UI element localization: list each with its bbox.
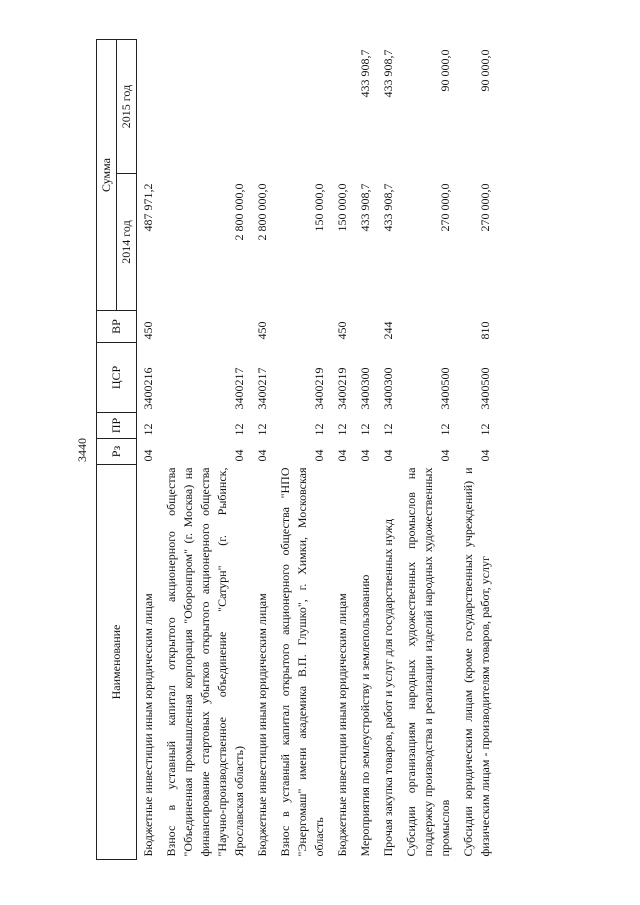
row-name: Мероприятия по землеустройству и землепользованию [358, 574, 372, 857]
table-row [137, 39, 161, 859]
row-rz: 04 [478, 449, 492, 462]
row-sum-2015 [274, 39, 331, 173]
table-row [377, 39, 400, 859]
row-csr: 3400500 [478, 367, 492, 410]
row-rz: 04 [312, 449, 326, 462]
table-row [400, 39, 457, 859]
row-sum-2014: 433 908,7 [358, 183, 372, 232]
table-row [457, 39, 497, 859]
header-sum: Сумма [97, 39, 117, 310]
row-sum-2014: 270 000,0 [438, 183, 452, 232]
table-row [331, 39, 354, 859]
table-row [160, 39, 251, 859]
row-csr: 3400216 [141, 367, 155, 410]
row-pr: 12 [358, 423, 372, 436]
rotated-page-content [70, 40, 570, 860]
row-vr [274, 311, 331, 343]
row-sum-2015 [137, 39, 161, 173]
header-csr: ЦСР [97, 343, 137, 413]
table-row [274, 39, 331, 859]
row-vr [400, 311, 457, 343]
row-sum-2014: 150 000,0 [312, 183, 326, 232]
table-header [97, 39, 137, 859]
row-pr: 12 [312, 423, 326, 436]
row-csr: 3400219 [312, 367, 326, 410]
header-rz: Рз [97, 439, 137, 465]
header-pr: ПР [97, 413, 137, 439]
header-name: Наименование [97, 465, 137, 860]
table-row [251, 39, 274, 859]
row-sum-2014: 2 800 000,0 [232, 183, 246, 241]
header-vr: ВР [97, 311, 137, 343]
row-pr: 12 [141, 423, 155, 436]
row-vr [354, 311, 377, 343]
row-name: Бюджетные инвестиции иным юридическим лицам [141, 593, 155, 857]
row-name: Прочая закупка товаров, работ и услуг для государственных нужд [381, 518, 395, 857]
row-pr: 12 [381, 423, 395, 436]
row-vr: 450 [255, 321, 269, 340]
row-sum-2015 [160, 39, 251, 173]
row-sum-2015: 433 908,7 [358, 49, 372, 98]
row-vr [160, 311, 251, 343]
row-csr: 3400217 [255, 367, 269, 410]
row-sum-2014: 433 908,7 [381, 183, 395, 232]
row-vr: 244 [381, 321, 395, 340]
row-vr: 810 [478, 321, 492, 340]
row-vr: 450 [141, 321, 155, 340]
row-sum-2014: 2 800 000,0 [255, 183, 269, 241]
budget-table [96, 39, 497, 860]
row-csr: 3400500 [438, 367, 452, 410]
row-pr: 12 [335, 423, 349, 436]
row-rz: 04 [335, 449, 349, 462]
row-sum-2015: 90 000,0 [438, 49, 452, 92]
row-sum-2015: 433 908,7 [381, 49, 395, 98]
header-year-2014: 2014 год [117, 174, 137, 311]
row-sum-2014: 487 971,2 [141, 183, 155, 232]
row-rz: 04 [358, 449, 372, 462]
page-number: 3440 [75, 438, 89, 462]
row-name: Бюджетные инвестиции иным юридическим лицам [335, 593, 349, 857]
table-row [354, 39, 377, 859]
row-pr: 12 [478, 423, 492, 436]
row-pr: 12 [232, 423, 246, 436]
row-sum-2015 [251, 39, 274, 173]
row-rz: 04 [255, 449, 269, 462]
row-vr: 450 [335, 321, 349, 340]
row-rz: 04 [381, 449, 395, 462]
row-sum-2014: 270 000,0 [478, 183, 492, 232]
row-sum-2015 [331, 39, 354, 173]
row-name: Взнос в уставный капитал открытого акционерного общества "Объединенная промышленная корпорация "Оборонпром" (г. Москва) на финансирование стартовых убытков открытого акционерного общества "Научно-производственное объединение "Сатурн" (г. Рыбинск, Ярославская область) [164, 467, 246, 857]
row-csr: 3400300 [381, 367, 395, 410]
row-pr: 12 [255, 423, 269, 436]
row-sum-2014: 150 000,0 [335, 183, 349, 232]
table-body [137, 39, 498, 859]
row-rz: 04 [141, 449, 155, 462]
row-csr: 3400219 [335, 367, 349, 410]
row-rz: 04 [438, 449, 452, 462]
row-name: Взнос в уставный капитал открытого акционерного общества "НПО "Энергомаш" имени академика В.П. Глушко", г. Химки, Московская область [278, 467, 326, 857]
row-name: Субсидии организациям народных художественных промыслов на поддержку производства и реализации изделий народных художественных промыслов [404, 467, 452, 857]
header-year-2015: 2015 год [117, 39, 137, 173]
row-name: Субсидии юридическим лицам (кроме государственных учреждений) и физическим лицам - производителям товаров, работ, услуг [461, 467, 492, 857]
row-csr: 3400217 [232, 367, 246, 410]
row-rz: 04 [232, 449, 246, 462]
row-csr: 3400300 [358, 367, 372, 410]
row-pr: 12 [438, 423, 452, 436]
row-sum-2015: 90 000,0 [478, 49, 492, 92]
row-name: Бюджетные инвестиции иным юридическим лицам [255, 593, 269, 857]
